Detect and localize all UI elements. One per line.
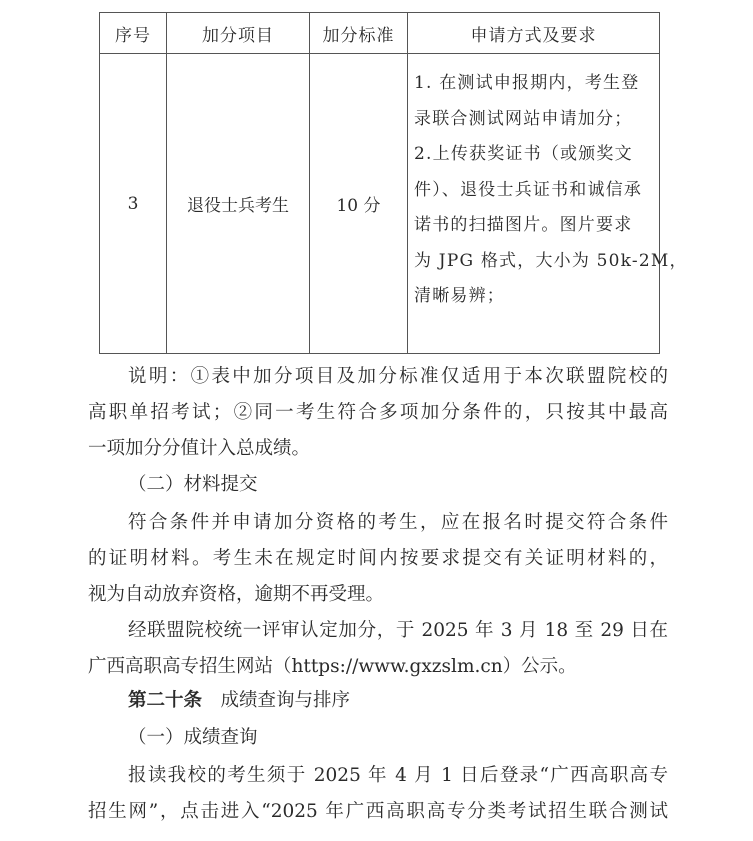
header-serial-number: 序号 bbox=[100, 13, 167, 54]
method-line: 录联合测试网站申请加分； bbox=[414, 108, 633, 129]
table-header-row bbox=[100, 13, 660, 54]
score-query-paragraph bbox=[88, 758, 668, 830]
paragraph-line: 广西高职高专招生网站（https://www.gxzslm.cn）公示。 bbox=[88, 656, 577, 677]
article-20-heading bbox=[128, 683, 708, 719]
section-heading-score-query: （一）成绩查询 bbox=[128, 727, 258, 748]
method-line: 为 JPG 格式，大小为 50k-2M， bbox=[414, 250, 688, 271]
article-title: 成绩查询与排序 bbox=[220, 690, 351, 711]
method-line: 诺书的扫描图片。图片要求 bbox=[414, 215, 633, 235]
cell-bonus-item: 退役士兵考生 bbox=[167, 54, 310, 354]
note-line: 一项加分分值计入总成绩。 bbox=[88, 438, 311, 459]
paragraph-line: 经联盟院校统一评审认定加分，于 2025 年 3 月 18 至 29 日在 bbox=[128, 620, 668, 641]
note-line: 高职单招考试；②同一考生符合多项加分条件的，只按其中最高 bbox=[88, 402, 668, 423]
publicity-paragraph bbox=[88, 613, 668, 685]
header-bonus-item: 加分项目 bbox=[167, 13, 310, 54]
materials-paragraph bbox=[88, 505, 668, 613]
paragraph-line: 的证明材料。考生未在规定时间内按要求提交有关证明材料的， bbox=[88, 548, 668, 569]
table-row bbox=[100, 54, 660, 354]
article-number: 第二十条 bbox=[128, 690, 203, 711]
section-heading-materials: （二）材料提交 bbox=[128, 474, 258, 495]
method-line: 2.上传获奖证书（或颁奖文 bbox=[414, 144, 633, 164]
note-line: 说明：①表中加分项目及加分标准仅适用于本次联盟院校的 bbox=[128, 366, 668, 387]
method-line: 1. 在测试申报期内，考生登 bbox=[414, 73, 640, 93]
header-application-method: 申请方式及要求 bbox=[408, 13, 660, 54]
cell-serial-number: 3 bbox=[100, 54, 167, 354]
paragraph-line: 招生网”，点击进入“2025 年广西高职高专分类考试招生联合测试 bbox=[88, 801, 668, 822]
cell-bonus-standard: 10 分 bbox=[310, 54, 408, 354]
method-line: 清晰易辨； bbox=[414, 286, 505, 306]
bonus-points-table bbox=[99, 12, 688, 354]
paragraph-line: 符合条件并申请加分资格的考生，应在报名时提交符合条件 bbox=[128, 512, 668, 533]
header-bonus-standard: 加分标准 bbox=[310, 13, 408, 54]
method-line: 件）、退役士兵证书和诚信承 bbox=[414, 179, 643, 200]
paragraph-line: 报读我校的考生须于 2025 年 4 月 1 日后登录“广西高职高专 bbox=[128, 765, 668, 786]
cell-application-method bbox=[408, 54, 688, 354]
paragraph-line: 视为自动放弃资格，逾期不再受理。 bbox=[88, 584, 385, 605]
table-note bbox=[88, 359, 668, 467]
